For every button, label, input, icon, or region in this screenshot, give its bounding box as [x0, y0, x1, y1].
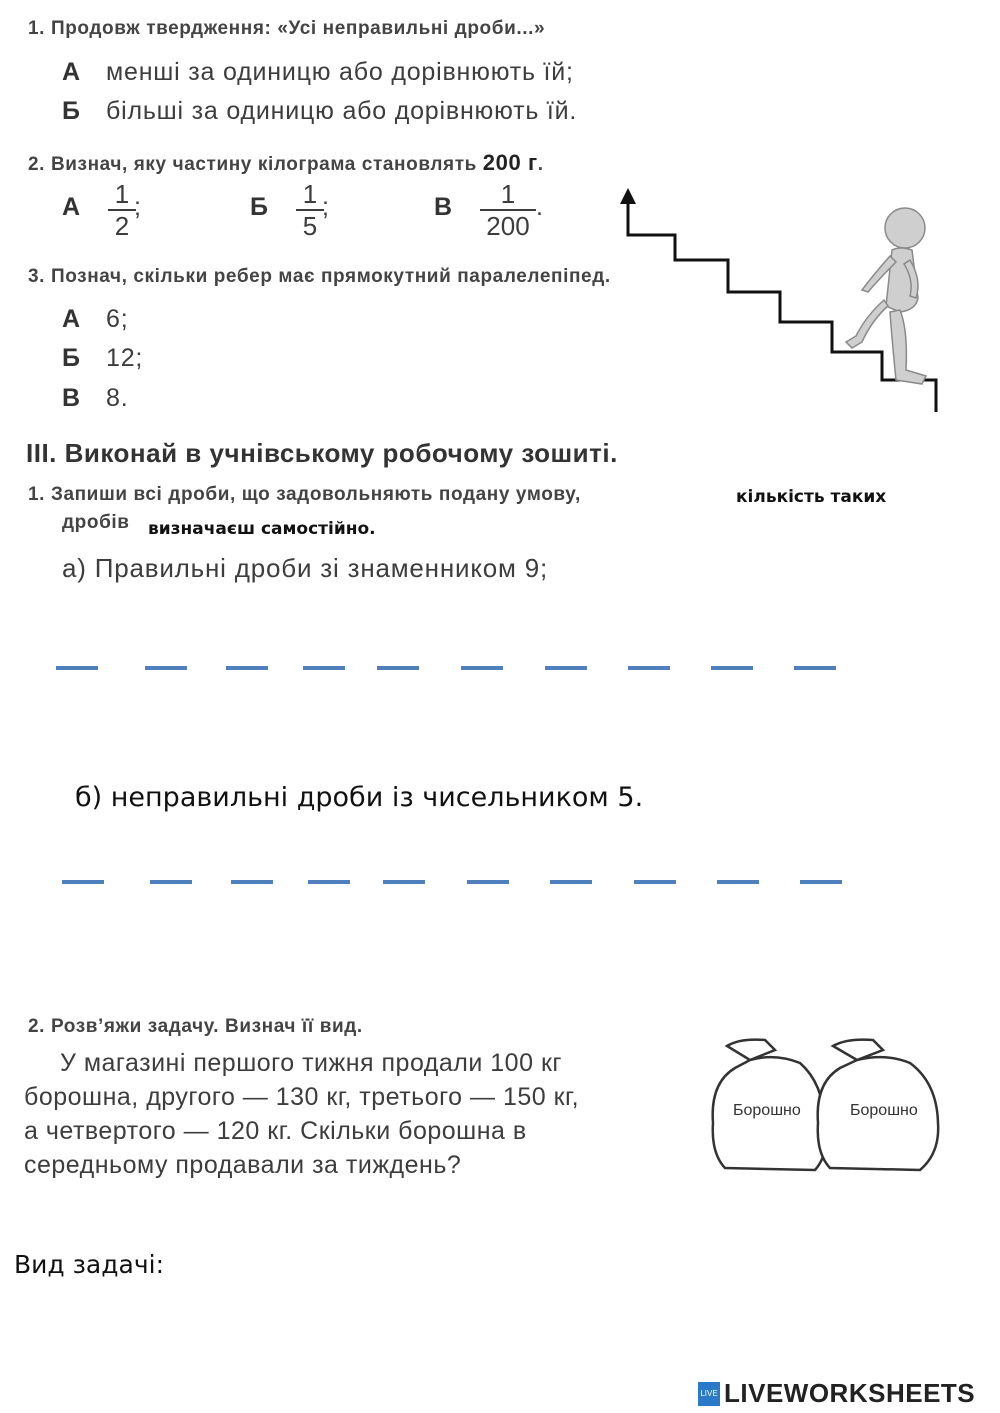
section-title: III. Виконай в учнівському робочому зошиті.	[26, 438, 618, 468]
question-text: Визнач, яку частину кілограма становлять	[50, 154, 477, 175]
answer-blank[interactable]	[545, 666, 587, 670]
option-text: 12;	[106, 344, 144, 372]
answer-blank[interactable]	[56, 666, 98, 670]
q3-option-a[interactable]	[62, 305, 128, 334]
question-number: 2.	[28, 154, 46, 175]
fraction-1-5	[296, 180, 324, 240]
bag-label: Борошно	[733, 1102, 801, 1119]
suffix: .	[536, 193, 544, 221]
answer-blank[interactable]	[794, 666, 836, 670]
overlay-text-2: визначаєш самостійно.	[148, 519, 376, 539]
answer-blank[interactable]	[308, 880, 350, 884]
option-letter: В	[434, 193, 453, 221]
question-text: Продовж твердження: «Усі неправильні дроби...»	[50, 18, 546, 39]
q2-option-c[interactable]	[434, 193, 478, 222]
numerator: 1	[500, 179, 516, 209]
question-number: 3.	[28, 266, 46, 287]
question-1	[28, 18, 545, 40]
task-number: 1.	[28, 484, 46, 505]
task-text: Розв’яжи задачу. Визнач її вид.	[50, 1016, 363, 1037]
task-text: Запиши всі дроби, що задовольняють подану умову,	[50, 484, 581, 505]
answer-blank[interactable]	[145, 666, 187, 670]
q3-option-c[interactable]	[62, 384, 128, 413]
denominator: 2	[114, 211, 130, 241]
task-number: 2.	[28, 1016, 46, 1037]
fraction-1-200	[480, 180, 536, 240]
option-letter: Б	[62, 97, 81, 125]
question-3	[28, 266, 611, 288]
answer-blank[interactable]	[711, 666, 753, 670]
task-2-body	[24, 1046, 674, 1182]
task-2-header	[28, 1016, 363, 1038]
task-line: а четвертого — 120 кг. Скільки борошна в	[24, 1117, 527, 1145]
option-letter: Б	[62, 344, 81, 372]
task-1-line-2: дробів	[62, 512, 130, 533]
answer-blank[interactable]	[717, 880, 759, 884]
numerator: 1	[302, 179, 318, 209]
answer-blank[interactable]	[800, 880, 842, 884]
option-letter: А	[62, 305, 81, 333]
question-text: Познач, скільки ребер має прямокутний паралелепіпед.	[50, 266, 611, 287]
task-1-line-1	[28, 484, 581, 506]
task-line: У магазині першого тижня продали 100 кг	[60, 1049, 562, 1077]
fraction-1-2	[108, 180, 136, 240]
q1-option-a[interactable]	[62, 58, 574, 87]
task-line: борошна, другого — 130 кг, третього — 150 кг,	[24, 1083, 580, 1111]
denominator: 200	[486, 211, 530, 241]
arrow-up-icon	[620, 188, 636, 204]
brand-name: LIVEWORKSHEETS	[724, 1378, 976, 1408]
option-text: 6;	[106, 305, 129, 333]
q2-option-b[interactable]	[250, 193, 294, 222]
answer-blank[interactable]	[231, 880, 273, 884]
answer-blank[interactable]	[377, 666, 419, 670]
q3-option-b[interactable]	[62, 344, 143, 373]
overlay-text-1: кількість таких	[736, 487, 887, 507]
suffix: ;	[322, 193, 330, 221]
part-a-prompt: а) Правильні дроби зі знаменником 9;	[62, 553, 549, 583]
q1-option-b[interactable]	[62, 97, 577, 126]
option-text: менші за одиницю або дорівнюють їй;	[106, 58, 574, 86]
answer-label: Вид задачі:	[14, 1250, 164, 1279]
answer-blank[interactable]	[226, 666, 268, 670]
part-b-prompt: б) неправильні дроби із чисельником 5.	[75, 782, 644, 813]
staircase-figure-illustration	[600, 180, 950, 420]
answer-blank[interactable]	[383, 880, 425, 884]
option-letter: А	[62, 193, 81, 221]
brand-logo	[698, 1378, 975, 1409]
answer-blank[interactable]	[150, 880, 192, 884]
numerator: 1	[114, 179, 130, 209]
question-2	[28, 150, 544, 176]
task-line: середньому продавали за тиждень?	[24, 1151, 462, 1179]
question-number: 1.	[28, 18, 46, 39]
q2-option-a[interactable]	[62, 193, 106, 222]
option-letter: Б	[250, 193, 269, 221]
amount-suffix: .	[537, 154, 544, 175]
answer-blank[interactable]	[467, 880, 509, 884]
option-letter: В	[62, 384, 81, 412]
answer-blank[interactable]	[62, 880, 104, 884]
logo-icon: LIVE	[698, 1382, 720, 1406]
option-letter: А	[62, 58, 81, 86]
amount: 200 г	[482, 150, 538, 175]
answer-blank[interactable]	[461, 666, 503, 670]
climbing-person-icon	[846, 208, 926, 384]
suffix: ;	[134, 193, 142, 221]
answer-blank[interactable]	[303, 666, 345, 670]
denominator: 5	[302, 211, 318, 241]
answer-blank[interactable]	[628, 666, 670, 670]
answer-blank[interactable]	[634, 880, 676, 884]
answer-blank[interactable]	[550, 880, 592, 884]
option-text: більші за одиницю або дорівнюють їй.	[106, 97, 578, 125]
bag-label: Борошно	[850, 1102, 918, 1119]
option-text: 8.	[106, 384, 129, 412]
